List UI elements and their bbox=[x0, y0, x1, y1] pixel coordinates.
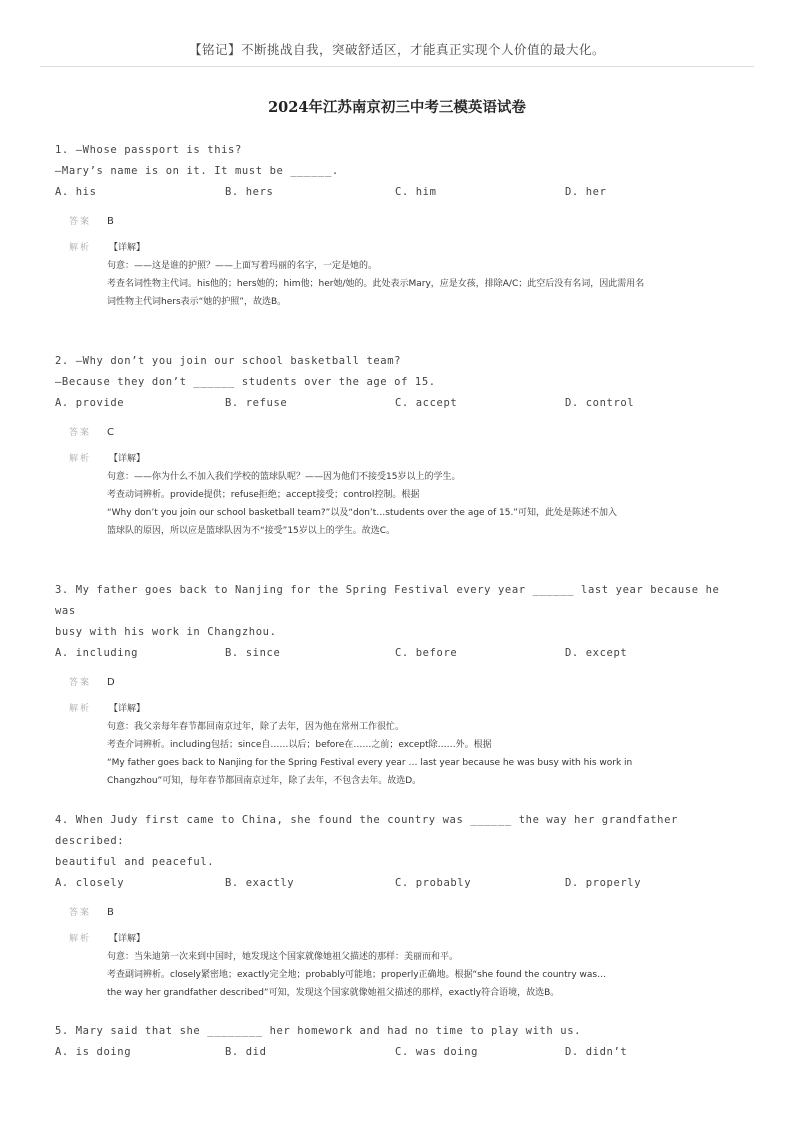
analysis-line: 考查名词性物主代词。his他的；hers她的；him他；her她/她的。此处表示Mary，应是女孩，排除A/C；此空后没有名词，因此需用名 bbox=[107, 279, 645, 289]
question-stem: 4. When Judy first came to China, she found the country was ______ the way her grandfather described: beautiful and peaceful. bbox=[55, 814, 678, 868]
option-a: A. closely bbox=[55, 877, 125, 889]
option-c: C. accept bbox=[395, 397, 458, 409]
analysis-line: 句意：我父亲每年春节都回南京过年，除了去年，因为他在常州工作很忙。 bbox=[107, 722, 405, 732]
analysis-line: 考查动词辨析。provide提供；refuse拒绝；accept接受；control控制。根据 bbox=[107, 490, 420, 500]
options-row bbox=[55, 182, 745, 203]
analysis-line: the way her grandfather described”可知，发现这个国家就像她祖父描述的那样，exactly符合语境，故选B。 bbox=[107, 988, 560, 998]
analysis-line: “Why don’t you join our school basketball team?”以及“don’t…students over the age of 15.”可知，此处是陈述不加入 bbox=[107, 508, 617, 518]
option-c: C. him bbox=[395, 186, 437, 198]
answer-value: C bbox=[107, 427, 114, 438]
option-b: B. exactly bbox=[225, 877, 295, 889]
analysis-line: 句意：当朱迪第一次来到中国时，她发现这个国家就像她祖父描述的那样：美丽而和平。 bbox=[107, 952, 459, 962]
answer-label: 答案 bbox=[69, 217, 92, 227]
answer-row bbox=[55, 674, 745, 694]
analysis-block bbox=[55, 450, 745, 540]
option-c: C. before bbox=[395, 647, 458, 659]
option-c: C. was doing bbox=[395, 1046, 479, 1058]
question-4 bbox=[55, 810, 745, 1002]
question-stem: 1. —Whose passport is this? —Mary’s name is on it. It must be ______. bbox=[55, 144, 339, 177]
options-row bbox=[55, 393, 745, 414]
question-stem: 2. —Why don’t you join our school basketball team? —Because they don’t ______ students over the age of 15. bbox=[55, 355, 436, 388]
option-d: D. control bbox=[565, 397, 635, 409]
question-2 bbox=[55, 351, 745, 540]
question-3 bbox=[55, 580, 745, 790]
option-b: B. refuse bbox=[225, 397, 288, 409]
answer-row bbox=[55, 213, 745, 233]
answer-label: 答案 bbox=[69, 428, 92, 438]
option-a: A. provide bbox=[55, 397, 125, 409]
option-d: D. except bbox=[565, 647, 628, 659]
answer-row bbox=[55, 424, 745, 444]
answer-value: D bbox=[107, 677, 115, 688]
analysis-block bbox=[55, 239, 745, 311]
option-c: C. probably bbox=[395, 877, 472, 889]
page-motto: 【铭记】不断挑战自我，突破舒适区，才能真正实现个人价值的最大化。 bbox=[188, 42, 605, 57]
question-stem: 5. Mary said that she ________ her homework and had no time to play with us. bbox=[55, 1025, 582, 1037]
detail-heading: 【详解】 bbox=[109, 454, 146, 464]
detail-heading: 【详解】 bbox=[109, 243, 146, 253]
option-b: B. since bbox=[225, 647, 281, 659]
options-row bbox=[55, 1042, 745, 1063]
option-a: A. including bbox=[55, 647, 139, 659]
analysis-block bbox=[55, 930, 745, 1002]
analysis-line: 篮球队的原因，所以应是篮球队因为不“接受”15岁以上的学生。故选C。 bbox=[107, 526, 396, 536]
option-d: D. properly bbox=[565, 877, 642, 889]
analysis-label: 解析 bbox=[69, 454, 92, 464]
option-a: A. is doing bbox=[55, 1046, 132, 1058]
option-b: B. did bbox=[225, 1046, 267, 1058]
question-stem: 3. My father goes back to Nanjing for the Spring Festival every year ______ last year because he was busy with his work in Changzhou. bbox=[55, 584, 720, 638]
answer-row bbox=[55, 904, 745, 924]
answer-label: 答案 bbox=[69, 678, 92, 688]
question-5 bbox=[55, 1021, 745, 1063]
analysis-line: 考查介词辨析。including包括；since自……以后；before在……之前；except除……外。根据 bbox=[107, 740, 492, 750]
analysis-line: 句意：——你为什么不加入我们学校的篮球队呢？——因为他们不接受15岁以上的学生。 bbox=[107, 472, 461, 482]
analysis-line: 词性物主代词hers表示“她的护照”，故选B。 bbox=[107, 297, 287, 307]
detail-heading: 【详解】 bbox=[109, 934, 146, 944]
option-d: D. her bbox=[565, 186, 607, 198]
analysis-label: 解析 bbox=[69, 934, 92, 944]
answer-value: B bbox=[107, 907, 114, 918]
analysis-line: 考查副词辨析。closely紧密地；exactly完全地；probably可能地；properly正确地。根据“she found the country was… bbox=[107, 970, 607, 980]
detail-heading: 【详解】 bbox=[109, 704, 146, 714]
analysis-line: 句意：——这是谁的护照？——上面写着玛丽的名字，一定是她的。 bbox=[107, 261, 378, 271]
option-d: D. didn’t bbox=[565, 1046, 628, 1058]
answer-label: 答案 bbox=[69, 908, 92, 918]
option-a: A. his bbox=[55, 186, 97, 198]
options-row bbox=[55, 643, 745, 664]
answer-value: B bbox=[107, 216, 114, 227]
analysis-label: 解析 bbox=[69, 704, 92, 714]
page-title: 2024年江苏南京初三中考三模英语试卷 bbox=[268, 99, 526, 116]
options-row bbox=[55, 873, 745, 894]
analysis-line: Changzhou”可知，每年春节都回南京过年，除了去年，不包含去年。故选D。 bbox=[107, 776, 422, 786]
option-b: B. hers bbox=[225, 186, 274, 198]
header-divider bbox=[40, 66, 754, 67]
analysis-line: “My father goes back to Nanjing for the Spring Festival every year … last year because he was busy with his work in bbox=[107, 758, 633, 768]
analysis-label: 解析 bbox=[69, 243, 92, 253]
analysis-block bbox=[55, 700, 745, 790]
question-1 bbox=[55, 140, 745, 311]
